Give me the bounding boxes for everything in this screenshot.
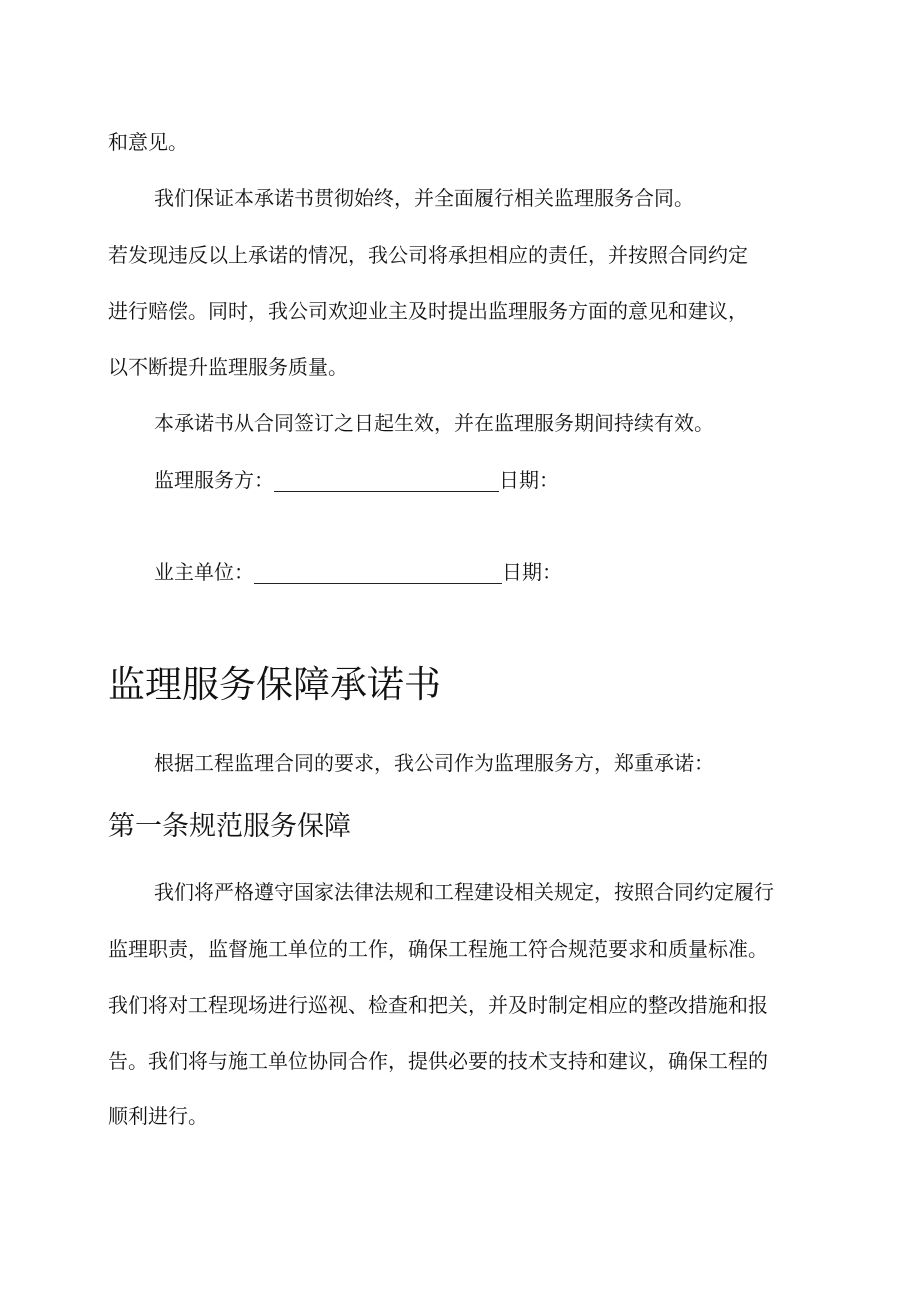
paragraph-line: 我们将对工程现场进行巡视、检查和把关，并及时制定相应的整改措施和报 <box>108 993 768 1017</box>
paragraph-line: 我们将严格遵守国家法律法规和工程建设相关规定，按照合同约定履行 <box>154 880 774 904</box>
paragraph-line: 以不断提升监理服务质量。 <box>108 355 348 379</box>
article-1-title: 第一条规范服务保障 <box>108 811 351 842</box>
paragraph-line: 我们保证本承诺书贯彻始终，并全面履行相关监理服务合同。 <box>154 186 694 210</box>
paragraph-line: 本承诺书从合同签订之日起生效，并在监理服务期间持续有效。 <box>154 411 714 435</box>
paragraph-line: 告。我们将与施工单位协同合作，提供必要的技术支持和建议，确保工程的 <box>108 1049 768 1073</box>
owner-date-label: 日期： <box>502 560 562 584</box>
paragraph-line: 顺利进行。 <box>108 1104 208 1128</box>
intro-line: 根据工程监理合同的要求，我公司作为监理服务方，郑重承诺： <box>154 751 714 775</box>
supervisor-signature-blank[interactable] <box>274 473 499 492</box>
owner-signature-row <box>154 560 562 584</box>
supervisor-signature-row <box>154 468 559 492</box>
supervisor-label: 监理服务方： <box>154 468 274 492</box>
paragraph-line: 和意见。 <box>108 130 188 154</box>
page-title: 监理服务保障承诺书 <box>108 663 441 706</box>
paragraph-line: 进行赔偿。同时，我公司欢迎业主及时提出监理服务方面的意见和建议， <box>108 299 748 323</box>
paragraph-line: 监理职责，监督施工单位的工作，确保工程施工符合规范要求和质量标准。 <box>108 937 768 961</box>
owner-label: 业主单位： <box>154 560 254 584</box>
supervisor-date-label: 日期： <box>499 468 559 492</box>
owner-signature-blank[interactable] <box>254 565 502 584</box>
paragraph-line: 若发现违反以上承诺的情况，我公司将承担相应的责任，并按照合同约定 <box>108 243 748 267</box>
